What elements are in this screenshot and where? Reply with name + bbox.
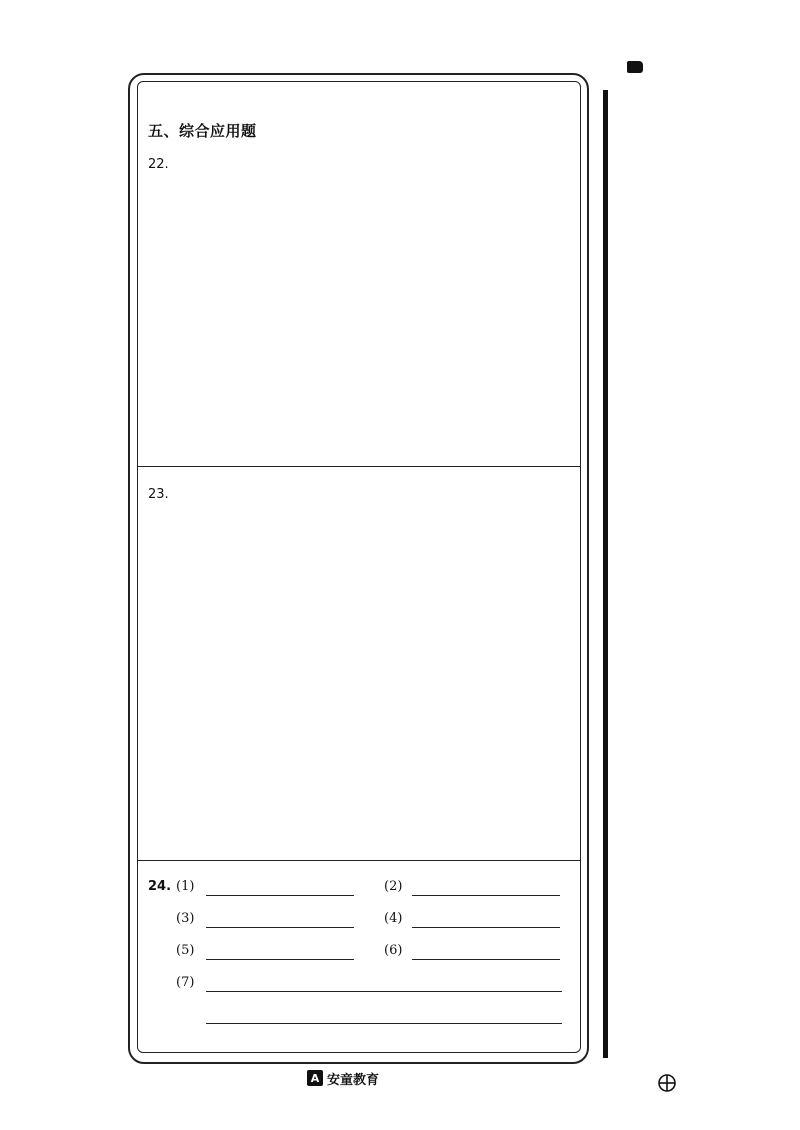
footer-brand <box>307 1068 379 1088</box>
blank-line-7b[interactable] <box>206 1023 562 1024</box>
alignment-bar <box>603 90 608 1058</box>
blank-line-3[interactable] <box>206 927 354 928</box>
blank-label-4: (4) <box>384 911 403 926</box>
blank-line-4[interactable] <box>412 927 560 928</box>
question-22-number: 22. <box>148 157 169 172</box>
brand-name: 安童教育 <box>327 1072 380 1088</box>
question-24-area <box>138 860 580 1053</box>
blank-label-1: (1) <box>176 879 195 894</box>
question-23-area[interactable] <box>138 466 580 860</box>
answer-frame <box>137 81 581 1053</box>
question-23-number: 23. <box>148 487 169 502</box>
blank-line-2[interactable] <box>412 895 560 896</box>
scan-mark-icon <box>627 61 643 73</box>
blank-label-2: (2) <box>384 879 403 894</box>
blank-label-7: (7) <box>176 975 195 990</box>
crosshair-icon <box>657 1073 677 1093</box>
blank-label-6: (6) <box>384 943 403 958</box>
section-title: 五、综合应用题 <box>148 122 257 140</box>
brand-logo-icon: A <box>307 1070 323 1086</box>
blank-line-1[interactable] <box>206 895 354 896</box>
blank-line-7a[interactable] <box>206 991 562 992</box>
blank-line-6[interactable] <box>412 959 560 960</box>
blank-label-5: (5) <box>176 943 195 958</box>
blank-label-3: (3) <box>176 911 195 926</box>
question-24-number: 24. <box>148 879 172 894</box>
question-22-area[interactable] <box>138 82 580 466</box>
blank-line-5[interactable] <box>206 959 354 960</box>
